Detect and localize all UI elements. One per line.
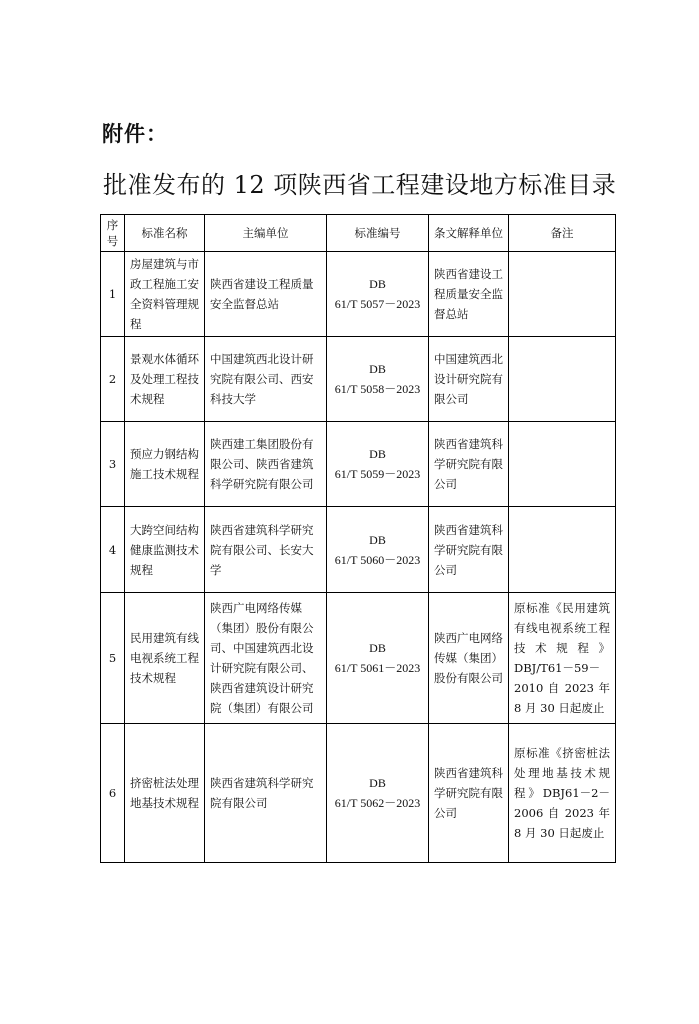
cell-interpret-unit: 陕西省建筑科学研究院有限公司 — [429, 422, 509, 507]
cell-code — [327, 507, 429, 593]
header-remark: 备注 — [509, 215, 616, 252]
code-number: 61/T 5060－2023 — [334, 552, 421, 567]
standards-table — [100, 214, 616, 863]
cell-remark: 原标准《挤密桩法处理地基技术规程》DBJ61－2－2006 自 2023 年 8 月 30 日起废止 — [509, 724, 616, 863]
code-prefix: DB — [369, 641, 386, 655]
cell-chief-unit: 陕西建工集团股份有限公司、陕西省建筑科学研究院有限公司 — [205, 422, 327, 507]
code-number: 61/T 5057－2023 — [334, 297, 421, 311]
cell-no: 5 — [101, 593, 125, 724]
header-interpret-unit: 条文解释单位 — [429, 215, 509, 252]
code-prefix: DB — [369, 447, 386, 461]
code-prefix: DB — [369, 277, 386, 291]
header-name: 标准名称 — [125, 215, 205, 252]
cell-name: 民用建筑有线电视系统工程技术规程 — [125, 593, 205, 724]
cell-chief-unit: 陕西省建筑科学研究院有限公司、长安大学 — [205, 507, 327, 593]
cell-remark: 原标准《民用建筑有线电视系统工程技术规程》DBJ/T61－59－2010 自 2023 年 8 月 30 日起废止 — [509, 593, 616, 724]
document-title: 批准发布的 12 项陕西省工程建设地方标准目录 — [103, 171, 617, 199]
cell-no: 1 — [101, 252, 125, 337]
code-number: 61/T 5058－2023 — [334, 382, 421, 396]
cell-name: 景观水体循环及处理工程技术规程 — [125, 337, 205, 422]
cell-interpret-unit: 陕西省建设工程质量安全监督总站 — [429, 252, 509, 337]
cell-code — [327, 252, 429, 337]
cell-interpret-unit: 陕西广电网络传媒（集团）股份有限公司 — [429, 593, 509, 724]
header-code: 标准编号 — [327, 215, 429, 252]
cell-chief-unit: 陕西省建设工程质量安全监督总站 — [205, 252, 327, 337]
table-row — [101, 337, 616, 422]
table-header-row — [101, 215, 616, 252]
table-row — [101, 252, 616, 337]
table-row — [101, 724, 616, 863]
header-chief-unit: 主编单位 — [205, 215, 327, 252]
cell-remark — [509, 422, 616, 507]
cell-code — [327, 593, 429, 724]
code-number: 61/T 5062－2023 — [334, 796, 421, 810]
cell-interpret-unit: 陕西省建筑科学研究院有限公司 — [429, 724, 509, 863]
cell-name: 挤密桩法处理地基技术规程 — [125, 724, 205, 863]
cell-chief-unit: 陕西省建筑科学研究院有限公司 — [205, 724, 327, 863]
table-row — [101, 507, 616, 593]
cell-code — [327, 422, 429, 507]
cell-name: 大跨空间结构健康监测技术规程 — [125, 507, 205, 593]
cell-no: 4 — [101, 507, 125, 593]
table-row — [101, 593, 616, 724]
cell-remark — [509, 507, 616, 593]
cell-interpret-unit: 陕西省建筑科学研究院有限公司 — [429, 507, 509, 593]
cell-remark — [509, 337, 616, 422]
header-no: 序号 — [101, 215, 125, 252]
table-row — [101, 422, 616, 507]
code-number: 61/T 5059－2023 — [334, 467, 421, 481]
code-prefix: DB — [369, 776, 386, 790]
cell-no: 3 — [101, 422, 125, 507]
code-prefix: DB — [369, 362, 386, 376]
cell-code — [327, 724, 429, 863]
cell-no: 2 — [101, 337, 125, 422]
cell-remark — [509, 252, 616, 337]
code-number: 61/T 5061－2023 — [334, 661, 421, 675]
cell-code — [327, 337, 429, 422]
annex-label: 附件： — [102, 122, 168, 146]
cell-chief-unit: 中国建筑西北设计研究院有限公司、西安科技大学 — [205, 337, 327, 422]
code-prefix: DB — [369, 532, 386, 547]
cell-chief-unit: 陕西广电网络传媒（集团）股份有限公司、中国建筑西北设计研究院有限公司、陕西省建筑设计研究院（集团）有限公司 — [205, 593, 327, 724]
cell-name: 房屋建筑与市政工程施工安全资料管理规程 — [125, 252, 205, 337]
cell-interpret-unit: 中国建筑西北设计研究院有限公司 — [429, 337, 509, 422]
cell-name: 预应力钢结构施工技术规程 — [125, 422, 205, 507]
cell-no: 6 — [101, 724, 125, 863]
